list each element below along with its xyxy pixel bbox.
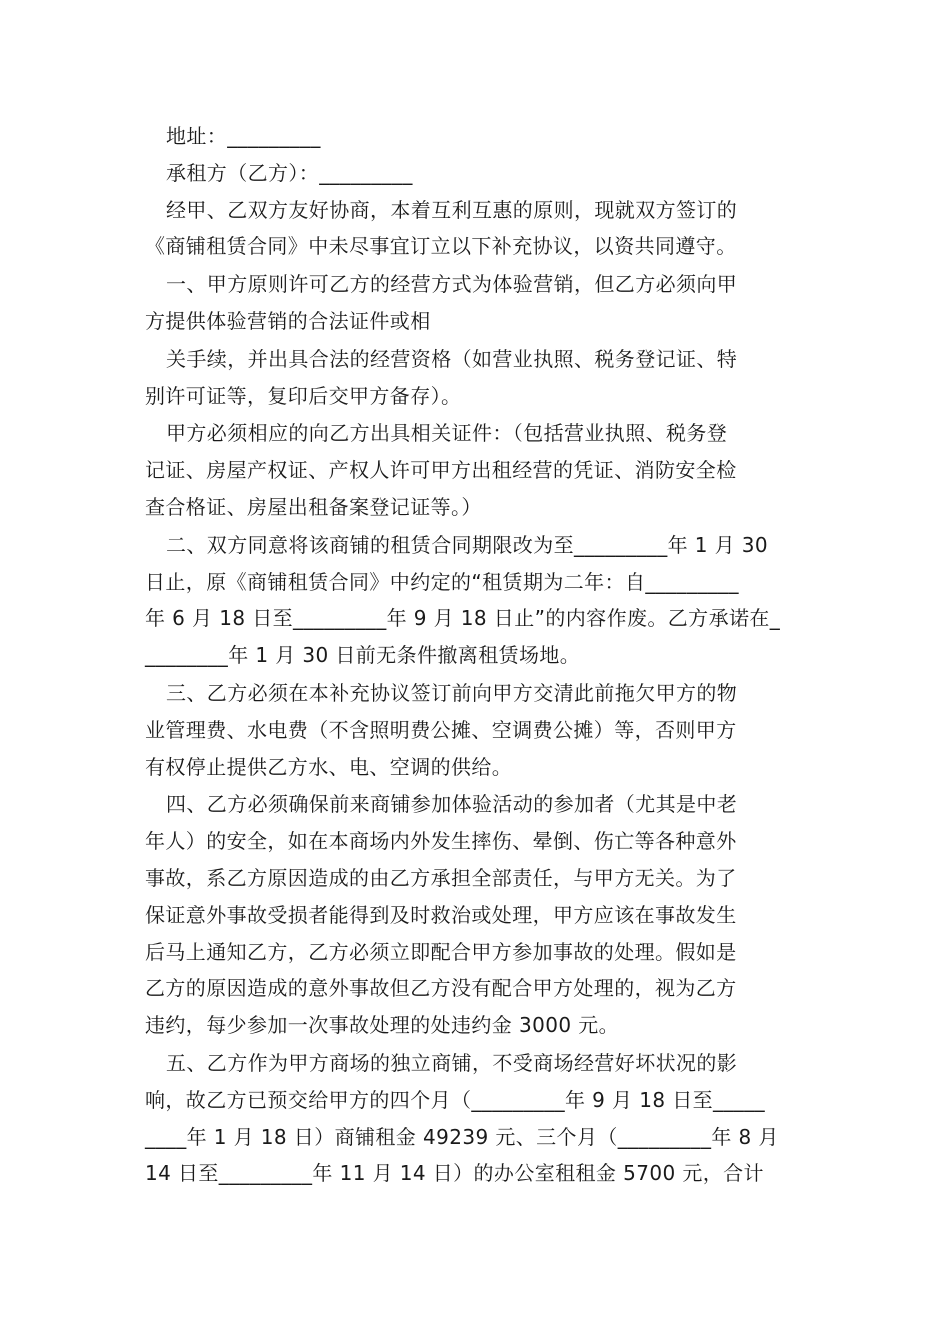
preamble-line: 《商铺租赁合同》中未尽事宜订立以下补充协议，以资共同遵守。: [145, 234, 737, 259]
clause-4-line: 乙方的原因造成的意外事故但乙方没有配合甲方处理的，视为乙方: [145, 976, 737, 1001]
clause-4-line: 事故，系乙方原因造成的由乙方承担全部责任，与甲方无关。为了: [145, 865, 737, 890]
clause-2-line: 年 6 月 18 日至_________年 9 月 18 日止”的内容作废。乙方承诺在_: [145, 606, 781, 631]
clause-1-line: 甲方必须相应的向乙方出具相关证件：（包括营业执照、税务登: [166, 421, 728, 446]
clause-1-line: 方提供体验营销的合法证件或相: [145, 308, 431, 333]
preamble-line: 经甲、乙双方友好协商，本着互利互惠的原则，现就双方签订的: [166, 197, 738, 222]
clause-3-line: 有权停止提供乙方水、电、空调的供给。: [145, 754, 513, 779]
clause-4-line: 四、乙方必须确保前来商铺参加体验活动的参加者（尤其是中老: [166, 792, 738, 817]
clause-1-line: 查合格证、房屋出租备案登记证等。）: [145, 494, 482, 519]
lessee-line: 承租方（乙方）：_________: [166, 160, 413, 185]
clause-4-line: 后马上通知乙方，乙方必须立即配合甲方参加事故的处理。假如是: [145, 939, 737, 964]
address-line: 地址：_________: [166, 124, 321, 148]
clause-5-line: 14 日至_________年 11 月 14 日）的办公室租租金 5700 元，合计: [145, 1161, 764, 1186]
clause-5-line: 五、乙方作为甲方商场的独立商铺，不受商场经营好坏状况的影: [166, 1050, 738, 1075]
clause-3-line: 业管理费、水电费（不含照明费公摊、空调费公摊）等，否则甲方: [145, 717, 737, 742]
clause-5-line: ____年 1 月 18 日）商铺租金 49239 元、三个月（_________年 8 月: [145, 1124, 779, 1149]
document-body: [145, 118, 810, 1192]
clause-1-line: 记证、房屋产权证、产权人许可甲方出租经营的凭证、消防安全检: [145, 458, 737, 483]
clause-4-line: 年人）的安全，如在本商场内外发生摔伤、晕倒、伤亡等各种意外: [145, 829, 737, 854]
clause-1-line: 别许可证等，复印后交甲方备存）。: [145, 383, 462, 408]
clause-1-line: 一、甲方原则许可乙方的经营方式为体验营销，但乙方必须向甲: [166, 272, 738, 297]
clause-2-line: 二、双方同意将该商铺的租赁合同期限改为至_________年 1 月 30: [166, 532, 769, 557]
clause-4-line: 保证意外事故受损者能得到及时救治或处理，甲方应该在事故发生: [145, 902, 737, 927]
clause-5-line: 响，故乙方已预交给甲方的四个月（_________年 9 月 18 日至_____: [145, 1087, 766, 1112]
clause-2-line: 日止，原《商铺租赁合同》中约定的“租赁期为二年：自_________: [145, 569, 739, 594]
clause-4-line: 违约，每少参加一次事故处理的处违约金 3000 元。: [145, 1013, 620, 1038]
clause-2-line: ________年 1 月 30 日前无条件撤离租赁场地。: [145, 643, 581, 668]
clause-3-line: 三、乙方必须在本补充协议签订前向甲方交清此前拖欠甲方的物: [166, 680, 738, 705]
clause-1-line: 关手续，并出具合法的经营资格（如营业执照、税务登记证、特: [166, 346, 738, 371]
